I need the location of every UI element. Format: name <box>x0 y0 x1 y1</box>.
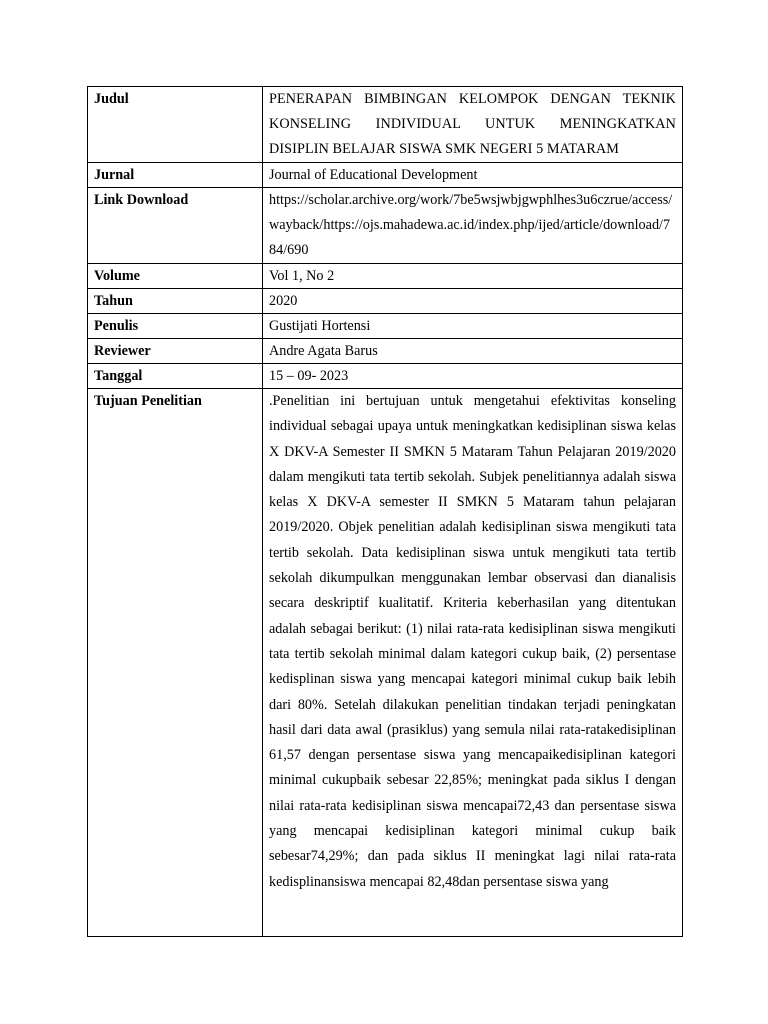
row-volume <box>88 264 683 289</box>
label-reviewer: Reviewer <box>88 339 263 364</box>
value-tanggal: 15 – 09- 2023 <box>263 364 683 389</box>
label-jurnal: Jurnal <box>88 163 263 188</box>
label-judul: Judul <box>88 87 263 163</box>
value-tujuan-penelitian: .Penelitian ini bertujuan untuk mengetahui efektivitas konseling individual sebagai upaya untuk meningkatkan kedisiplinan siswa kelas X DKV-A Semester II SMKN 5 Mataram Tahun Pelajaran 2019/2020 dalam mengikuti tata tertib sekolah. Subjek penelitiannya adalah siswa kelas X DKV-A semester II SMKN 5 Mataram tahun pelajaran 2019/2020. Objek penelitian adalah kedisiplinan siswa mengikuti tata tertib sekolah. Data kedisiplinan siswa untuk mengikuti tata tertib sekolah dikumpulkan menggunakan lembar observasi dan dianalisis secara deskriptif kualitatif. Kriteria keberhasilan yang ditentukan adalah sebagai berikut: (1) nilai rata-rata kedisiplinan siswa mengikuti tata tertib sekolah minimal dalam kategori cukup baik, (2) persentase kedisplinan siswa yang mencapai kategori minimal cukup baik lebih dari 80%. Setelah dilakukan penelitian tindakan terjadi peningkatan hasil dari data awal (prasiklus) yang semula nilai rata-ratakedisiplinan 61,57 dengan persentase siswa yang mencapaikedisiplinan kategori minimal cukupbaik sebesar 22,85%; meningkat pada siklus I dengan nilai rata-rata kedisiplinan siswa mencapai72,43 dan persentase siswa yang mencapai kedisiplinan kategori minimal cukup baik sebesar74,29%; dan pada siklus II meningkat lagi nilai rata-rata kedisplinansiswa mencapai 82,48dan persentase siswa yang <box>269 393 676 890</box>
row-jurnal <box>88 163 683 188</box>
value-jurnal: Journal of Educational Development <box>263 163 683 188</box>
value-judul: PENERAPAN BIMBINGAN KELOMPOK DENGAN TEKNIK KONSELING INDIVIDUAL UNTUK MENINGKATKAN DISIPLIN BELAJAR SISWA SMK NEGERI 5 MATARAM <box>263 87 683 163</box>
label-tanggal: Tanggal <box>88 364 263 389</box>
label-link-download: Link Download <box>88 188 263 264</box>
row-tujuan-penelitian <box>88 389 683 937</box>
value-volume: Vol 1, No 2 <box>263 264 683 289</box>
review-table <box>87 86 683 937</box>
label-tujuan-penelitian: Tujuan Penelitian <box>88 389 263 937</box>
value-tahun: 2020 <box>263 289 683 314</box>
row-tanggal <box>88 364 683 389</box>
row-judul <box>88 87 683 163</box>
label-volume: Volume <box>88 264 263 289</box>
row-reviewer <box>88 339 683 364</box>
label-penulis: Penulis <box>88 314 263 339</box>
value-penulis: Gustijati Hortensi <box>263 314 683 339</box>
value-link-download[interactable]: https://scholar.archive.org/work/7be5wsjwbjgwphlhes3u6czrue/access/wayback/https://ojs.mahadewa.ac.id/index.php/ijed/article/download/784/690 <box>263 188 683 264</box>
value-reviewer: Andre Agata Barus <box>263 339 683 364</box>
row-tahun <box>88 289 683 314</box>
row-penulis <box>88 314 683 339</box>
row-link-download <box>88 188 683 264</box>
label-tahun: Tahun <box>88 289 263 314</box>
value-tujuan-penelitian-cell <box>263 389 683 937</box>
